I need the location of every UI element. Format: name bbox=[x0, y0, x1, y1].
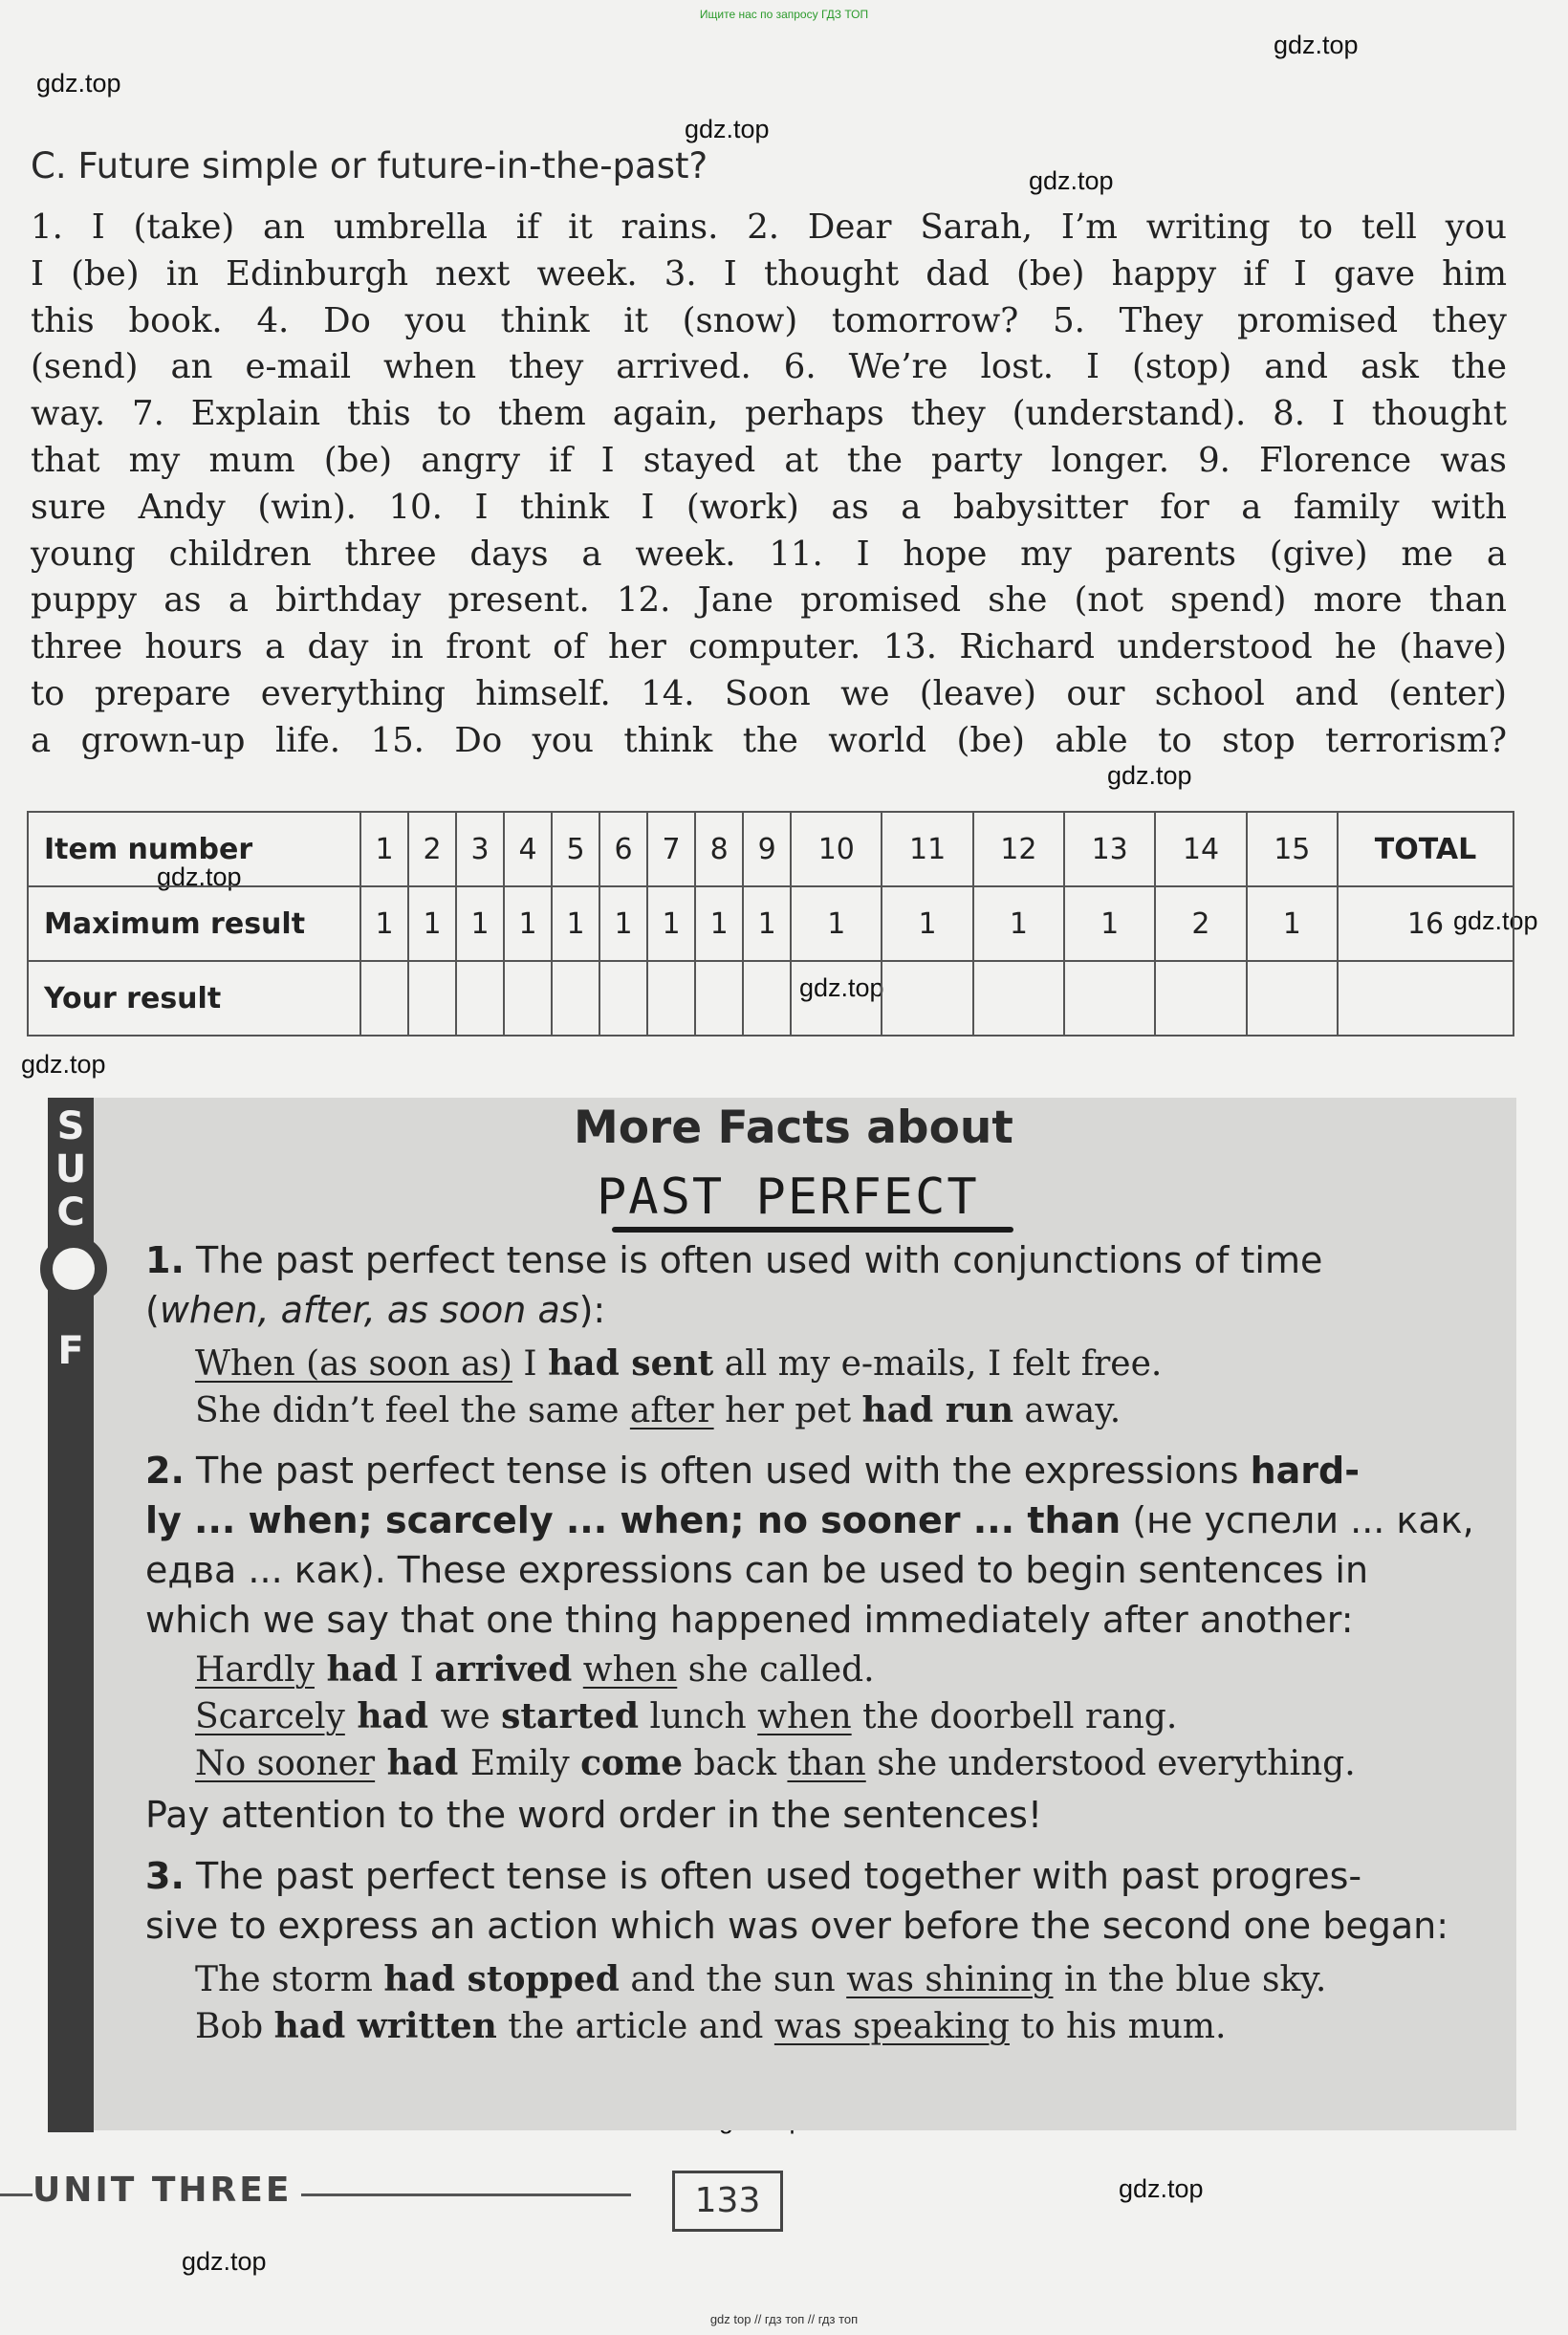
table-cell: 8 bbox=[695, 812, 743, 886]
example-text: in the blue sky. bbox=[1053, 1960, 1327, 1999]
answer-cell[interactable] bbox=[743, 961, 791, 1036]
table-row-your-result bbox=[28, 961, 1514, 1036]
example-word: after bbox=[629, 1391, 714, 1430]
example-text: all my e-mails, I felt free. bbox=[713, 1344, 1163, 1384]
answer-cell[interactable] bbox=[1155, 961, 1246, 1036]
text-line: a grown-up life. 15. Do you think the world (be) able to stop terrorism? bbox=[31, 720, 1507, 760]
text-line: 1. I (take) an umbrella if it rains. 2. Dear Sarah, I’m writing to tell you bbox=[31, 207, 1507, 247]
exercise-title: C. Future simple or future-in-the-past? bbox=[31, 145, 708, 186]
table-cell: 13 bbox=[1064, 812, 1155, 886]
answer-cell[interactable] bbox=[456, 961, 504, 1036]
answer-cell[interactable] bbox=[791, 961, 882, 1036]
example-text: away. bbox=[1013, 1391, 1122, 1430]
example-verb: had stopped bbox=[383, 1959, 620, 1999]
example-word: When (as soon as) bbox=[195, 1344, 512, 1384]
watermark: gdz.top bbox=[1029, 166, 1114, 195]
rule-text: which we say that one thing happened immediately after another: bbox=[145, 1599, 1354, 1641]
example-word: than bbox=[787, 1744, 866, 1783]
note-text: Pay attention to the word order in the sentences! bbox=[145, 1794, 1043, 1836]
example-word: Scarcely bbox=[195, 1697, 345, 1736]
table-cell: 9 bbox=[743, 812, 791, 886]
example-verb: had bbox=[375, 1743, 470, 1783]
example-text: the article and bbox=[496, 2007, 774, 2046]
focus-circle-icon bbox=[40, 1235, 107, 1302]
example-text: I bbox=[512, 1344, 549, 1384]
text-line: puppy as a birthday present. 12. Jane promised she (not spend) more than bbox=[31, 580, 1507, 621]
example-text: to his mum. bbox=[1009, 2007, 1227, 2046]
watermark: gdz.top bbox=[1453, 906, 1538, 935]
example-word: No sooner bbox=[195, 1744, 376, 1783]
example-text: Bob bbox=[195, 2007, 274, 2046]
example-text: we bbox=[440, 1697, 502, 1736]
answer-cell[interactable] bbox=[504, 961, 552, 1036]
example-text: Emily bbox=[469, 1744, 581, 1783]
example-text: I bbox=[409, 1650, 435, 1690]
example-word: Hardly bbox=[195, 1650, 315, 1690]
table-cell: 1 bbox=[504, 886, 552, 961]
row-label: Item number bbox=[28, 812, 360, 886]
answer-cell[interactable] bbox=[1064, 961, 1155, 1036]
rule-text: The past perfect tense is often used together with past progres- bbox=[195, 1855, 1362, 1897]
focus-letter: S bbox=[56, 1104, 85, 1148]
rule-text: едва ... как). These expressions can be used to begin sentences in bbox=[145, 1549, 1369, 1591]
example-verb: had written bbox=[273, 2006, 497, 2046]
examples-1 bbox=[195, 1341, 1162, 1434]
table-cell: 1 bbox=[743, 886, 791, 961]
answer-cell[interactable] bbox=[973, 961, 1064, 1036]
rule-2 bbox=[145, 1446, 1474, 1645]
watermark: gdz.top bbox=[685, 115, 770, 143]
example-text: she understood everything. bbox=[865, 1744, 1356, 1783]
table-cell: 14 bbox=[1155, 812, 1246, 886]
row-label: Your result bbox=[28, 961, 360, 1036]
table-cell: 1 bbox=[408, 886, 456, 961]
example-text: She didn’t feel the same bbox=[195, 1391, 630, 1430]
table-row-item-number bbox=[28, 812, 1514, 886]
example-word: was speaking bbox=[773, 2007, 1010, 2046]
examples-2 bbox=[195, 1647, 1356, 1787]
example-text: she called. bbox=[677, 1650, 875, 1690]
table-cell: 1 bbox=[647, 886, 695, 961]
watermark: gdz.top bbox=[799, 973, 884, 1002]
text-line: (send) an e-mail when they arrived. 6. We’re lost. I (stop) and ask the bbox=[31, 347, 1507, 387]
example-verb: had run bbox=[861, 1390, 1014, 1430]
table-cell: 10 bbox=[791, 812, 882, 886]
text-line: sure Andy (win). 10. I think I (work) as a babysitter for a family with bbox=[31, 487, 1507, 527]
page-number: 133 bbox=[672, 2171, 783, 2232]
rule-text: The past perfect tense is often used with the expressions bbox=[195, 1450, 1251, 1492]
example-text: The storm bbox=[195, 1960, 384, 1999]
watermark: gdz.top bbox=[1119, 2174, 1204, 2203]
row-label: Maximum result bbox=[28, 886, 360, 961]
text-line: I (be) in Edinburgh next week. 3. I thought dad (be) happy if I gave him bbox=[31, 253, 1507, 294]
answer-cell[interactable] bbox=[360, 961, 408, 1036]
example-verb: started bbox=[501, 1696, 640, 1736]
rule-text: ( bbox=[145, 1289, 160, 1331]
example-text: and the sun bbox=[619, 1960, 847, 1999]
word-order-note bbox=[145, 1790, 1474, 1840]
focus-title: More Facts about bbox=[574, 1102, 1013, 1154]
example-verb: had bbox=[344, 1696, 441, 1736]
total-answer-cell[interactable] bbox=[1338, 961, 1514, 1036]
answer-cell[interactable] bbox=[599, 961, 647, 1036]
text-line: way. 7. Explain this to them again, perhaps they (understand). 8. I thought bbox=[31, 394, 1507, 434]
text-line: this book. 4. Do you think it (snow) tomorrow? 5. They promised they bbox=[31, 300, 1507, 340]
text-line: that my mum (be) angry if I stayed at the party longer. 9. Florence was bbox=[31, 440, 1507, 480]
table-cell: 1 bbox=[360, 812, 408, 886]
table-cell: 1 bbox=[1247, 886, 1338, 961]
example-text: her pet bbox=[713, 1391, 862, 1430]
focus-subtitle: PAST PERFECT bbox=[597, 1168, 979, 1226]
watermark: gdz.top bbox=[182, 2247, 267, 2276]
example-word: when bbox=[582, 1650, 678, 1690]
watermark: gdz.top bbox=[36, 69, 121, 98]
rule-number: 3. bbox=[145, 1855, 185, 1897]
example-text: back bbox=[683, 1744, 788, 1783]
rule-1 bbox=[145, 1235, 1474, 1335]
rule-text: The past perfect tense is often used with conjunctions of time bbox=[195, 1239, 1323, 1281]
example-text: the doorbell rang. bbox=[851, 1697, 1178, 1736]
top-banner: Ищите нас по запросу ГДЗ ТОП bbox=[699, 8, 869, 21]
rule-text: ): bbox=[578, 1289, 606, 1331]
table-cell: 12 bbox=[973, 812, 1064, 886]
example-text bbox=[572, 1650, 582, 1690]
answer-cell[interactable] bbox=[408, 961, 456, 1036]
example-text: lunch bbox=[639, 1697, 758, 1736]
text-line: to prepare everything himself. 14. Soon we (leave) our school and (enter) bbox=[31, 673, 1507, 713]
unit-label: UNIT THREE bbox=[33, 2171, 301, 2210]
table-cell: 7 bbox=[647, 812, 695, 886]
table-cell: 4 bbox=[504, 812, 552, 886]
rule-expression: hard- bbox=[1250, 1450, 1360, 1492]
watermark: gdz.top bbox=[1107, 761, 1192, 790]
table-cell: 1 bbox=[360, 886, 408, 961]
focus-letter: F bbox=[57, 1329, 84, 1373]
table-cell: 15 bbox=[1247, 812, 1338, 886]
total-cell: 16 bbox=[1338, 886, 1514, 961]
focus-letter: C bbox=[56, 1190, 85, 1234]
table-cell: 11 bbox=[882, 812, 972, 886]
exercise-text bbox=[31, 205, 1507, 765]
bottom-banner: gdz top // гдз топ // гдз топ bbox=[709, 2312, 859, 2326]
rule-text: sive to express an action which was over before the second one began: bbox=[145, 1905, 1449, 1947]
table-cell: 3 bbox=[456, 812, 504, 886]
focus-letter: U bbox=[54, 1147, 87, 1191]
answer-cell[interactable] bbox=[695, 961, 743, 1036]
table-cell: 1 bbox=[791, 886, 882, 961]
rule-3 bbox=[145, 1851, 1474, 1951]
text-line: young children three days a week. 11. I hope my parents (give) me a bbox=[31, 534, 1507, 574]
watermark: gdz.top bbox=[157, 862, 242, 891]
rule-expression: ly ... when; scarcely ... when; no sooner ... than bbox=[145, 1499, 1122, 1541]
table-cell: 1 bbox=[695, 886, 743, 961]
table-cell: 6 bbox=[599, 812, 647, 886]
watermark: gdz.top bbox=[21, 1050, 106, 1079]
total-cell: TOTAL bbox=[1338, 812, 1514, 886]
table-cell: 1 bbox=[1064, 886, 1155, 961]
example-word: when bbox=[757, 1697, 852, 1736]
table-cell: 1 bbox=[599, 886, 647, 961]
example-verb: had sent bbox=[548, 1343, 714, 1384]
rule-conjunctions: when, after, as soon as bbox=[159, 1289, 579, 1331]
table-cell: 1 bbox=[552, 886, 599, 961]
answer-cell[interactable] bbox=[647, 961, 695, 1036]
table-cell: 1 bbox=[882, 886, 972, 961]
example-verb: come bbox=[580, 1743, 684, 1783]
watermark: gdz.top bbox=[1274, 31, 1359, 59]
rule-number: 2. bbox=[145, 1450, 185, 1492]
table-cell: 1 bbox=[456, 886, 504, 961]
results-table bbox=[27, 811, 1514, 1037]
example-verb: had bbox=[314, 1649, 410, 1690]
table-row-maximum-result bbox=[28, 886, 1514, 961]
rule-text: (не успели ... как, bbox=[1121, 1499, 1474, 1541]
rule-number: 1. bbox=[145, 1239, 185, 1281]
example-word: was shining bbox=[846, 1960, 1054, 1999]
table-cell: 1 bbox=[973, 886, 1064, 961]
text-line: three hours a day in front of her computer. 13. Richard understood he (have) bbox=[31, 627, 1507, 667]
example-verb: arrived bbox=[434, 1649, 573, 1690]
answer-cell[interactable] bbox=[552, 961, 599, 1036]
table-cell: 5 bbox=[552, 812, 599, 886]
table-cell: 2 bbox=[408, 812, 456, 886]
subtitle-underline bbox=[612, 1227, 1013, 1233]
examples-3 bbox=[195, 1956, 1326, 2050]
answer-cell[interactable] bbox=[882, 961, 972, 1036]
answer-cell[interactable] bbox=[1247, 961, 1338, 1036]
table-cell: 2 bbox=[1155, 886, 1246, 961]
